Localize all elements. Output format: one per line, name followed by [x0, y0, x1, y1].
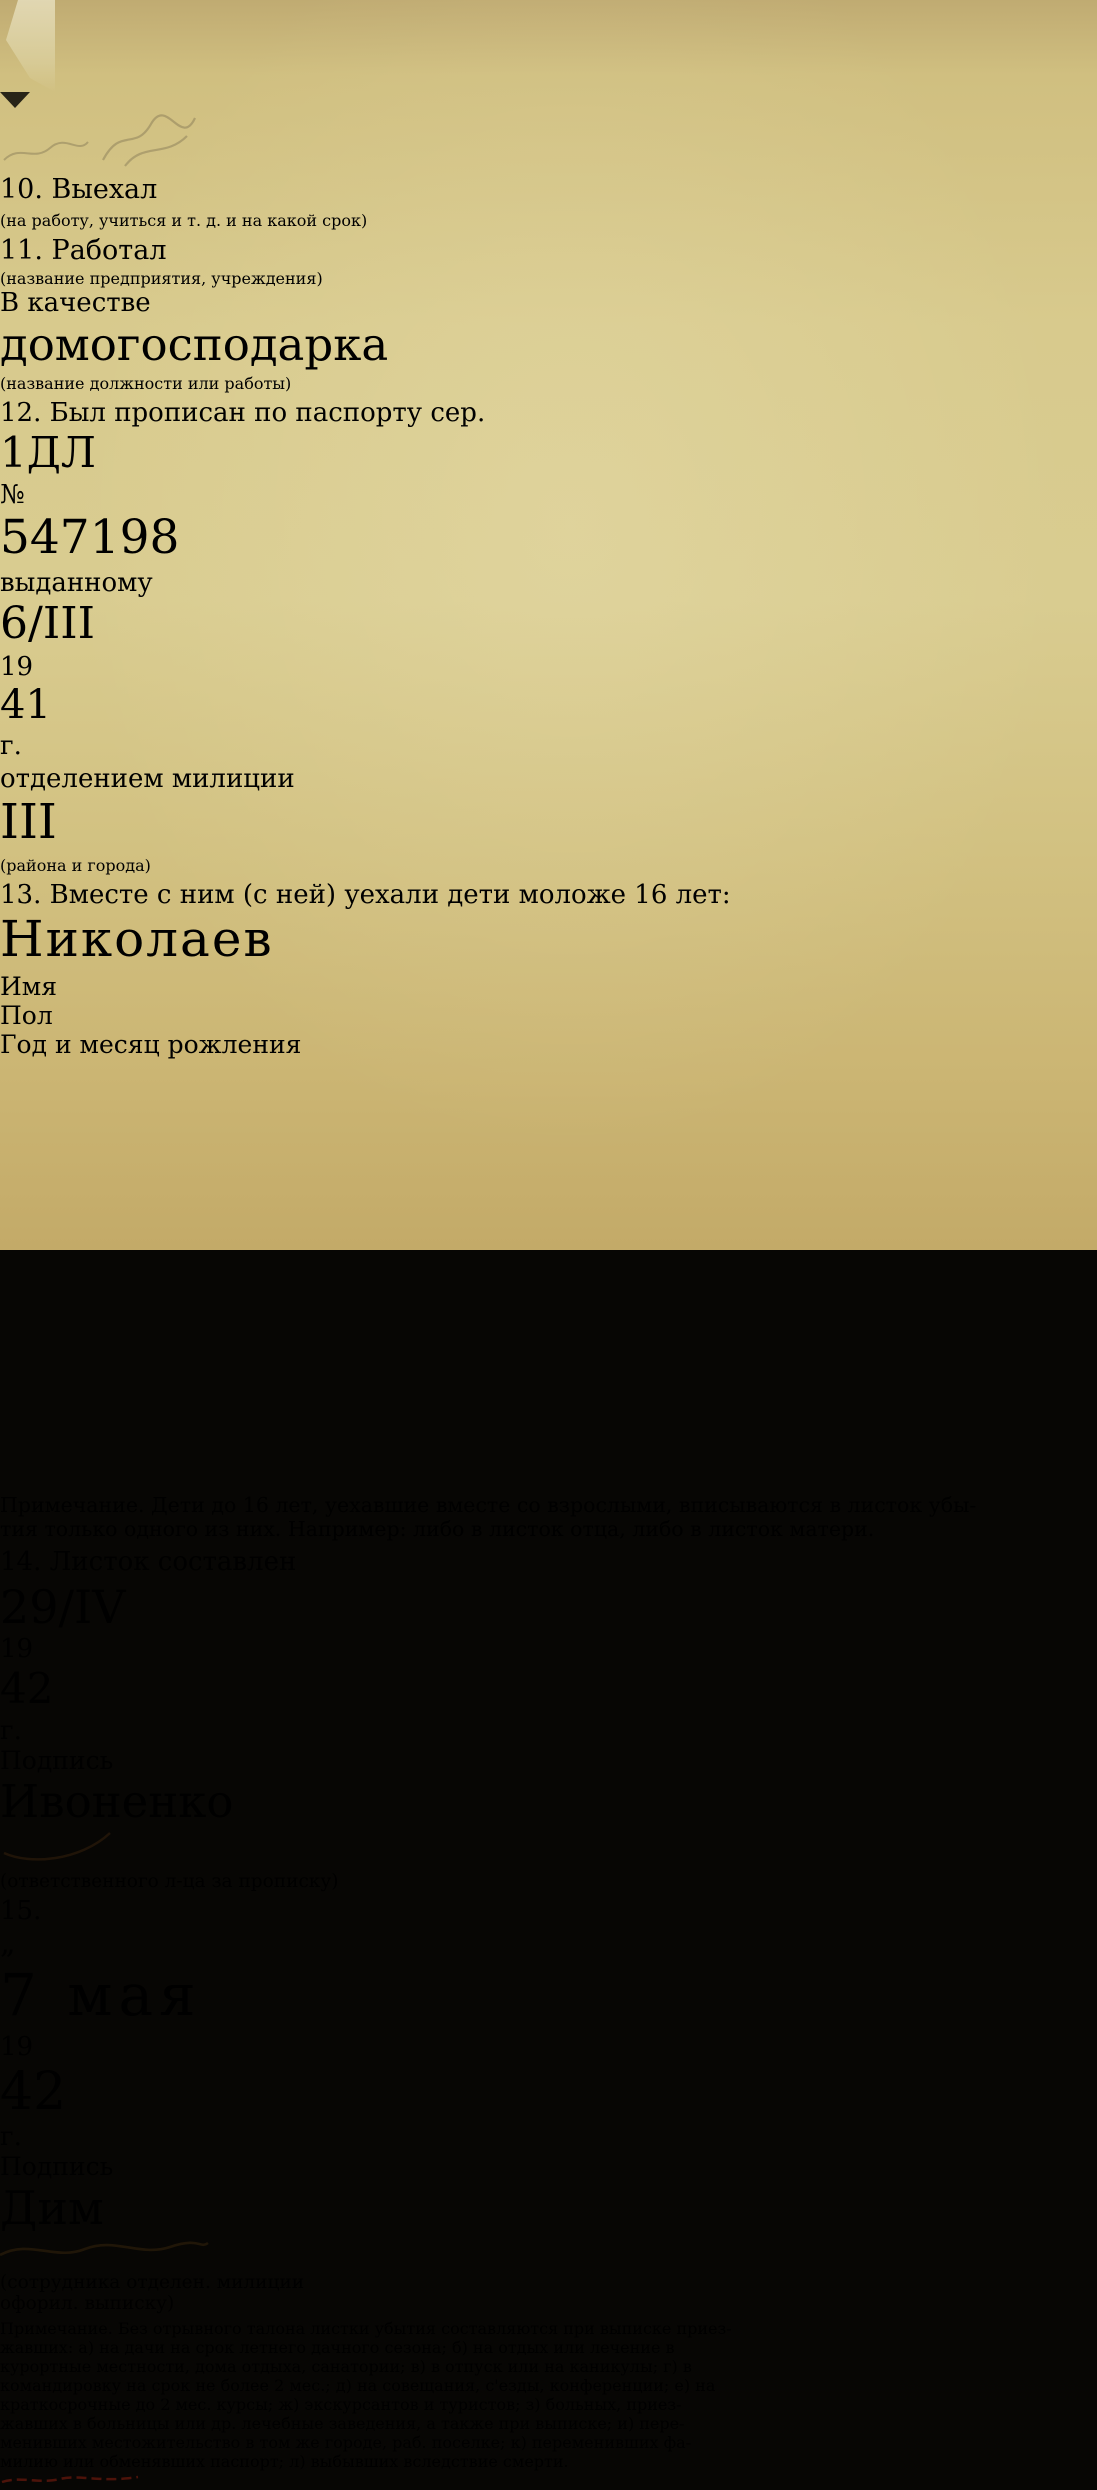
- note2-line2: жавших: а) на дачи на срок летнего дачного сезона; б) на отдых или лечение в: [0, 2338, 675, 2357]
- item14-sign-label: Подпись: [0, 1746, 114, 1775]
- item12-number-sign: №: [0, 480, 25, 510]
- item15-signature-handwriting: Дим: [0, 2181, 104, 2235]
- table-header-name: Имя: [0, 972, 58, 1001]
- item15-year-handwriting: 42: [0, 2062, 67, 2122]
- table-header-sex: Пол: [0, 1001, 53, 1030]
- item15-date-handwriting: 7 мая: [0, 1961, 202, 2029]
- item12-militia-label: отделением милиции: [0, 764, 295, 794]
- item15-open-quote: „: [0, 1926, 16, 1961]
- item11-occupation-handwriting: домогосподарка: [0, 318, 389, 371]
- item10-blank-line2: [0, 209, 470, 211]
- note1-line2: тия только одного из них. Например: либо в листок отца, либо в листок матери.: [0, 1517, 875, 1541]
- table-header-birth: Год и месяц рожления: [0, 1030, 302, 1059]
- item10-caption: (на работу, учиться и т. д. и на какой срок): [0, 211, 368, 230]
- pencil-mark-top: [0, 134, 90, 170]
- item14-label: 14. Листок составлен: [0, 1547, 297, 1577]
- item11-caption2: (название должности или работы): [0, 374, 292, 393]
- item15-label: 15.: [0, 1896, 42, 1926]
- item15-caption-line1: (сотрудника отделен. милиции: [0, 2272, 305, 2293]
- note2-line5: краткосрочные до 2 мес. курсы; ж) экскурсантов и туристов; з) больных, приез-: [0, 2395, 682, 2414]
- item13-children-handwriting: Николаев: [0, 910, 274, 968]
- item10-label: 10. Выехал: [0, 174, 158, 205]
- note2-line4: командировку на срок не более 2 мес.; д) на совещания, с'езды, конференции; е) на: [0, 2376, 716, 2395]
- item11-label: 11. Работал: [0, 235, 167, 266]
- item11-caption1: (название предприятия, учреждения): [0, 269, 323, 288]
- item13-label: 13. Вместе с ним (с ней) уехали дети моложе 16 лет:: [0, 880, 731, 910]
- item14-date-tail-flourish: [0, 1831, 120, 1867]
- note2-line8: милию или обменявших паспорт; л) выбывших вследствие смерти.: [0, 2452, 569, 2471]
- item12-caption: (района и города): [0, 856, 151, 875]
- note2-line1: Примечание. Без отрывного талона листки убытия составляются при выписке приез-: [0, 2319, 732, 2338]
- note2-line7: менивших местожительство в том же городе, раб. поселке; к) переменивших фа-: [0, 2433, 692, 2452]
- note2-line3: курортные местности, дома отдыха, санатории; в) в отпуск или на каникулы; г) в: [0, 2357, 692, 2376]
- note2-line6: жавших в больницы или др. лечебные заведения, а также при выписке; и) пере-: [0, 2414, 685, 2433]
- item15-caption-line2: офорил. выписку): [0, 2293, 175, 2314]
- item14-year-handwriting: 42: [0, 1664, 54, 1713]
- item12-date-handwriting: 6/III: [0, 598, 95, 649]
- item15-year-word: г.: [0, 2122, 22, 2152]
- item11-sub-label: В качестве: [0, 288, 151, 318]
- item14-signature-handwriting: Ивоненко: [0, 1775, 234, 1828]
- table-column-line2: [0, 1279, 1097, 1493]
- item15-signature-flourish: [0, 2235, 210, 2265]
- table-column-line1: [0, 1065, 1097, 1279]
- item12-prefix: 12. Был прописан по паспорту сер.: [0, 398, 486, 428]
- item12-number-handwriting: 547198: [0, 510, 180, 565]
- note2-end-flourish: [0, 2474, 140, 2486]
- edge-notch: [0, 92, 30, 108]
- item14-caption: (ответственного л-ца за прописку): [0, 1871, 339, 1892]
- note1-line1: Примечание. Дети до 16 лет, уехавшие вместе со взрослыми, вписываются в листок убы-: [0, 1493, 977, 1517]
- pencil-mark-rabotal: [95, 108, 215, 170]
- item12-militia-handwriting: III: [0, 794, 57, 850]
- item12-year-handwriting: 41: [0, 682, 51, 728]
- item12-suffix: выданному: [0, 568, 153, 598]
- item14-year-prefix: 19: [0, 1634, 34, 1664]
- item14-date-handwriting: 29/IV: [0, 1580, 126, 1634]
- item12-year-word: г.: [0, 731, 22, 761]
- item12-series-handwriting: 1ДЛ: [0, 428, 96, 477]
- item15-sign-label: Подпись: [0, 2152, 114, 2181]
- corner-paper-piece: [0, 0, 55, 92]
- item14-year-word: г.: [0, 1716, 22, 1746]
- item15-year-prefix: 19: [0, 2032, 34, 2062]
- item12-year-prefix: 19: [0, 652, 34, 682]
